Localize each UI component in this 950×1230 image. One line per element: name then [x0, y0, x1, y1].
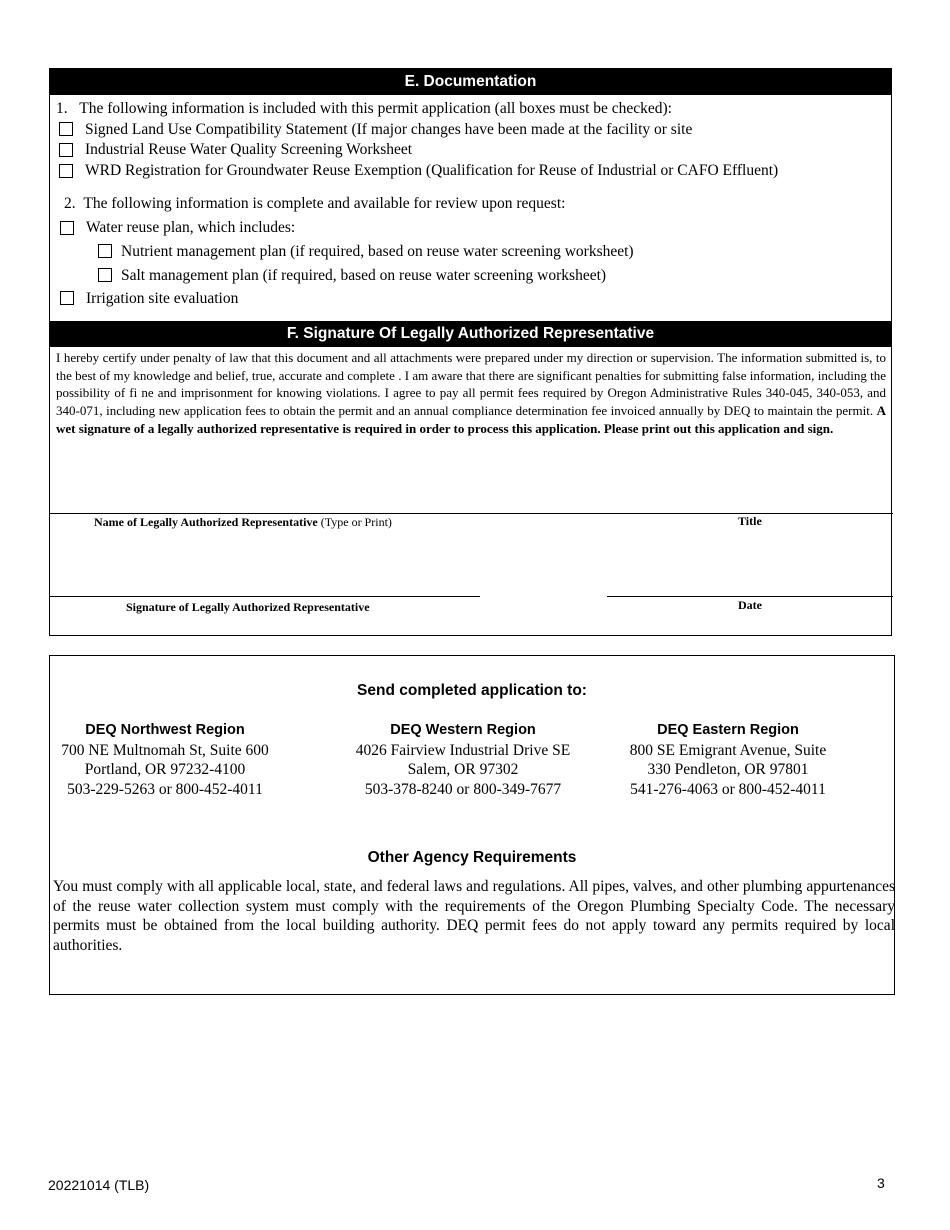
region-city-line: Salem, OR 97302 [407, 761, 519, 778]
document-id: 20221014 (TLB) [48, 1177, 150, 1193]
section-e-header: E. Documentation [50, 69, 891, 95]
region-name: DEQ Eastern Region [657, 722, 799, 738]
documentation-item-1: 1. The following information is included with this permit application (all boxes must be checked): [56, 100, 672, 117]
other-requirements-heading: Other Agency Requirements [367, 849, 577, 866]
wrd-registration-checkbox[interactable] [59, 164, 73, 178]
date-line[interactable] [607, 596, 893, 597]
region-western [333, 721, 593, 799]
land-use-statement-checkbox[interactable] [59, 122, 73, 136]
irrigation-evaluation-checkbox[interactable] [60, 291, 74, 305]
region-city-line: 330 Pendleton, OR 97801 [647, 761, 809, 778]
application-form-sections [49, 68, 892, 636]
wet-signature-notice: A wet signature of a legally authorized representative is required in order to process this application. Please print out this application and sign. [56, 403, 886, 436]
salt-plan-label: Salt management plan (if required, based on reuse water screening worksheet) [121, 267, 607, 284]
representative-divider [50, 513, 893, 514]
salt-plan-checkbox[interactable] [98, 268, 112, 282]
wrd-registration-label: WRD Registration for Groundwater Reuse Exemption (Qualification for Reuse of Industrial or CAFO Effluent) [85, 162, 779, 179]
screening-worksheet-label: Industrial Reuse Water Quality Screening Worksheet [85, 141, 413, 158]
region-name: DEQ Northwest Region [85, 722, 245, 738]
region-address-line: 700 NE Multnomah St, Suite 600 [61, 741, 269, 759]
region-eastern [598, 721, 858, 799]
region-phone-line: 503-229-5263 or 800-452-4011 [67, 780, 263, 798]
screening-worksheet-checkbox[interactable] [59, 143, 73, 157]
signature-label: Signature of Legally Authorized Representative [126, 600, 370, 614]
region-phone-line: 541-276-4063 or 800-452-4011 [630, 780, 826, 798]
region-city-line: Portland, OR 97232-4100 [84, 761, 246, 778]
submission-info-box [49, 655, 895, 995]
land-use-statement-label: Signed Land Use Compatibility Statement (If major changes have been made at the facility or site [85, 121, 693, 138]
nutrient-plan-label: Nutrient management plan (if required, based on reuse water screening worksheet) [121, 243, 634, 260]
irrigation-evaluation-label: Irrigation site evaluation [86, 290, 239, 307]
region-address-line: 4026 Fairview Industrial Drive SE [355, 741, 571, 759]
certification-statement [56, 349, 886, 438]
signature-line[interactable] [50, 596, 480, 597]
send-to-heading: Send completed application to: [357, 682, 587, 699]
date-label: Date [738, 598, 762, 612]
other-requirements-text: You must comply with all applicable local, state, and federal laws and regulations. All pipes, valves, and other plumbing appurtenances of the reuse water collection system must comply with the requirements of the Oregon Plumbing Specialty Code. The necessary permits must be obtained from the local building authority. DEQ permit fees do not apply toward any permits required by local authorities. [53, 878, 895, 954]
region-address-line: 800 SE Emigrant Avenue, Suite [629, 741, 827, 759]
page-number: 3 [877, 1175, 885, 1191]
region-name: DEQ Western Region [390, 722, 536, 738]
section-f-header: F. Signature Of Legally Authorized Representative [50, 321, 891, 347]
water-reuse-plan-label: Water reuse plan, which includes: [86, 219, 296, 236]
certification-text: I hereby certify under penalty of law that this document and all attachments were prepared under my direction or supervision. The information submitted is, to the best of my knowledge and belief, true, accurate and complete . I am aware that there are significant penalties for submitting false information, including the possibility of fi ne and imprisonment for knowing violations. I agree to pay all permit fees required by Oregon Administrative Rules 340-045, 340-053, and 340-071, including new application fees to obtain the permit and an annual compliance determination fee invoiced annually by DEQ to maintain the permit. [56, 350, 886, 419]
representative-name-label: Name of Legally Authorized Representative (Type or Print) [94, 515, 392, 529]
title-label: Title [738, 514, 762, 528]
region-phone-line: 503-378-8240 or 800-349-7677 [364, 780, 562, 798]
nutrient-plan-checkbox[interactable] [98, 244, 112, 258]
documentation-item-2: 2. The following information is complete and available for review upon request: [64, 195, 566, 212]
water-reuse-plan-checkbox[interactable] [60, 221, 74, 235]
region-northwest [35, 721, 295, 799]
